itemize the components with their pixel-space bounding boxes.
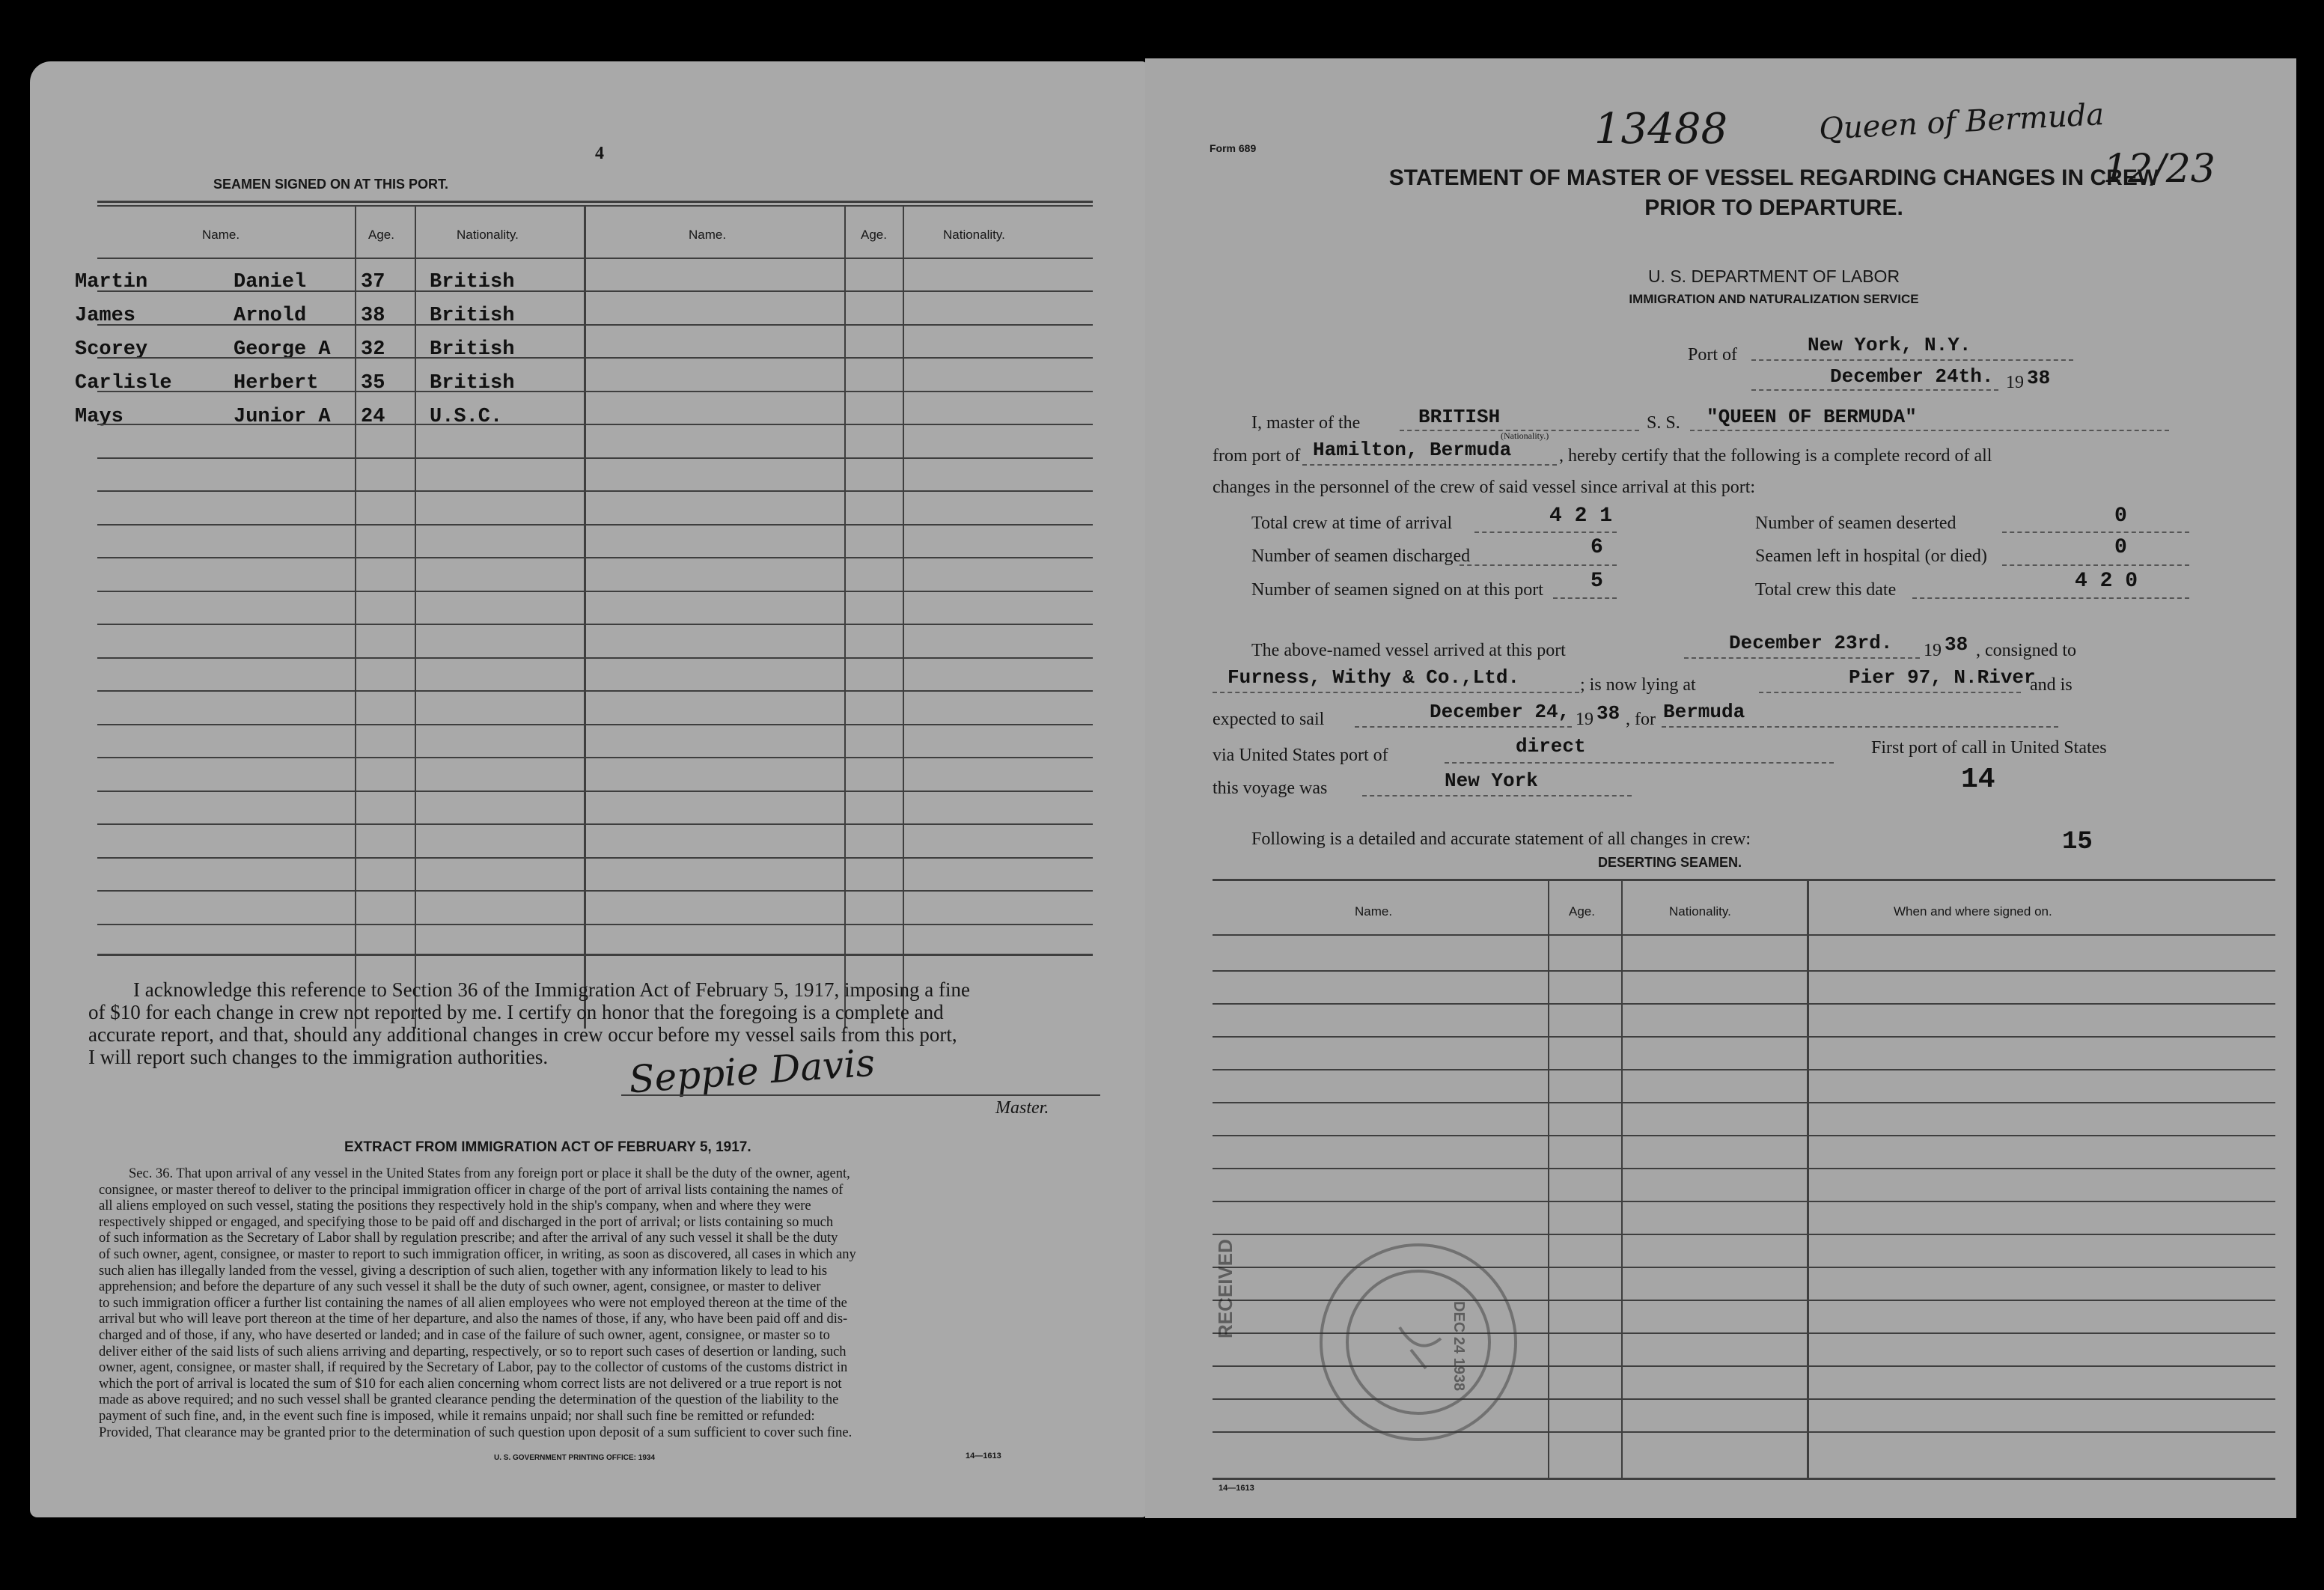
deserted-value: 0: [2114, 505, 2127, 528]
signed-on-value: 5: [1590, 570, 1603, 593]
acknowledgment-line: I acknowledge this reference to Section 36 of the Immigration Act of February 5, 1917, imposing a fine: [133, 978, 970, 1001]
row-rule: [97, 823, 1093, 825]
sail-underline: [1355, 726, 1572, 728]
handwritten-ship: Queen of Bermuda: [1818, 97, 2105, 147]
deserting-bottom-rule: [1213, 1478, 2275, 1480]
deserted-underline: [2002, 531, 2189, 533]
extract-line: arrival but who will leave port thereon at the time of her departure, and also the names of those, if any, who have been paid off and dis-: [99, 1312, 848, 1327]
column-divider: [355, 205, 356, 1029]
header-name-2: Name.: [689, 228, 727, 242]
via-value: direct: [1516, 735, 1586, 758]
extract-line: to such immigration officer a further list containing the names of all alien employees who were not employed thereon at the time of the: [99, 1295, 847, 1311]
row-surname: Carlisle: [75, 372, 172, 395]
via-underline: [1445, 762, 1834, 764]
hospital-label: Seamen left in hospital (or died): [1755, 546, 1987, 566]
acknowledgment-line: accurate report, and that, should any additional changes in crew occur before my vessel sails from this port,: [88, 1023, 957, 1046]
signed-on-underline: [1553, 597, 1617, 599]
column-divider: [903, 205, 904, 1029]
row-rule: [1213, 1069, 2275, 1070]
total-date-underline: [1912, 597, 2189, 599]
date-underline: [1751, 389, 1998, 391]
column-divider: [1548, 879, 1549, 1478]
consignee-value: Furness, Withy & Co.,Ltd.: [1227, 666, 1520, 689]
right-form-code: 14—1613: [1219, 1484, 1254, 1493]
from-port-underline: [1302, 464, 1557, 466]
total-date-label: Total crew this date: [1755, 580, 1897, 600]
row-rule: [97, 524, 1093, 526]
row-rule: [97, 557, 1093, 558]
department: U. S. DEPARTMENT OF LABOR: [1647, 266, 1900, 286]
for-label: , for: [1626, 710, 1656, 729]
sail-year-prefix: 19: [1576, 710, 1593, 729]
row-rule: [97, 924, 1093, 925]
row-rule: [97, 791, 1093, 792]
following-text: Following is a detailed and accurate statement of all changes in crew:: [1251, 829, 1751, 849]
acknowledgment-line: of $10 for each change in crew not reported by me. I certify on honor that the foregoing is a complete and: [88, 1001, 944, 1023]
row-nationality: British: [430, 372, 515, 395]
master-signature: Seppie Davis: [627, 1041, 876, 1102]
stamp-date-text: DEC 24 1938: [1451, 1301, 1467, 1392]
column-divider: [1807, 879, 1809, 1478]
arrived-label: The above-named vessel arrived at this port: [1251, 641, 1566, 660]
received-stamp: [1227, 1207, 1527, 1455]
row-surname: Martin: [75, 271, 148, 293]
handwritten-number: 13488: [1594, 105, 1728, 153]
row-rule: [97, 890, 1093, 892]
form-title: [1235, 163, 2313, 223]
consignee-underline: [1213, 692, 1579, 693]
extract-body: [99, 1166, 1109, 1441]
row-rule: [1213, 1135, 2275, 1136]
number-15: 15: [2062, 828, 2093, 856]
expected-label: expected to sail: [1213, 710, 1325, 729]
extract-line: of such information as the Secretary of Labor shall by regulation prescribe; and after the arrival of any such vessel it shall be the duty: [99, 1231, 838, 1246]
row-rule: [97, 290, 1093, 292]
nationality-value: BRITISH: [1418, 406, 1501, 428]
extract-title: EXTRACT FROM IMMIGRATION ACT OF FEBRUARY 5, 1917.: [344, 1139, 751, 1155]
row-age: 35: [361, 372, 385, 395]
row-rule: [1213, 1102, 2275, 1103]
discharged-underline: [1460, 564, 1617, 566]
form-code: 14—1613: [966, 1452, 1001, 1460]
extract-line: Sec. 36. That upon arrival of any vessel in the United States from any foreign port or place it shall be the duty of the owner, agent,: [129, 1166, 850, 1181]
right-page: [1145, 58, 2296, 1518]
discharged-value: 6: [1590, 536, 1603, 559]
extract-line: payment of such fine, and, in the event such fine is imposed, while it remains unpaid; nor shall such fine be remitted or refunded:: [99, 1408, 815, 1424]
row-surname: James: [75, 305, 136, 327]
signed-on-label: Number of seamen signed on at this port: [1251, 580, 1543, 600]
form-number: Form 689: [1210, 142, 1257, 154]
row-rule: [1213, 1201, 2275, 1202]
page-number: 4: [595, 144, 604, 163]
row-surname: Scorey: [75, 338, 148, 361]
extract-line: apprehension; and before the departure of any such vessel it shall be the duty of such owner, agent, consignee, or master to deliver: [99, 1279, 821, 1295]
row-rule: [1213, 970, 2275, 972]
extract-line: of such owner, agent, consignee, or master to report to such immigration officer, in writing, as soon as discovered, all cases in which any: [99, 1246, 856, 1262]
total-arrival-underline: [1474, 531, 1617, 533]
header-age: Age.: [368, 228, 394, 242]
row-given-name: George A: [234, 338, 331, 361]
extract-line: Provided, That clearance may be granted prior to the determination of such question upon deposit of a sum sufficient to cover such fine.: [99, 1425, 853, 1440]
row-rule: [1213, 1003, 2275, 1005]
first-port-label: First port of call in United States: [1871, 738, 2107, 758]
ship-value: "QUEEN OF BERMUDA": [1707, 406, 1917, 428]
deserting-header-signed-on: When and where signed on.: [1894, 904, 2052, 919]
table-top-rule: [97, 201, 1093, 203]
row-given-name: Junior A: [234, 406, 331, 428]
row-age: 38: [361, 305, 385, 327]
total-date-value: 4 2 0: [2075, 570, 2138, 593]
row-rule: [97, 457, 1093, 459]
row-rule: [97, 324, 1093, 326]
deserting-header-rule: [1213, 934, 2275, 936]
extract-line: made as above required; and no such vessel shall be granted clearance pending the determination of the question of the liability to the: [99, 1392, 839, 1408]
title-line: PRIOR TO DEPARTURE.: [1644, 195, 1903, 220]
row-nationality: U.S.C.: [430, 406, 503, 428]
row-rule: [1213, 1036, 2275, 1038]
handwritten-date: 12/23: [2103, 147, 2215, 192]
via-label: via United States port of: [1213, 746, 1388, 765]
row-given-name: Arnold: [234, 305, 307, 327]
certify-text: , hereby certify that the following is a complete record of all: [1559, 446, 1992, 466]
deserting-title: DESERTING SEAMEN.: [1598, 855, 1742, 870]
row-nationality: British: [430, 305, 515, 327]
arrived-underline: [1684, 657, 1920, 659]
title-line: STATEMENT OF MASTER OF VESSEL REGARDING CHANGES IN CREW: [1388, 165, 2159, 190]
column-divider: [1621, 879, 1623, 1478]
extract-line: such alien has illegally landed from the vessel, giving a description of such alien, together with any information likely to lead to his: [99, 1263, 828, 1279]
arrived-value: December 23rd.: [1729, 632, 1893, 654]
port-underline: [1751, 359, 2073, 361]
row-rule: [97, 357, 1093, 359]
row-age: 32: [361, 338, 385, 361]
date-value: December 24th.: [1830, 365, 1994, 388]
total-arrival-value: 4 2 1: [1549, 505, 1613, 528]
header-name: Name.: [202, 228, 240, 242]
header-nationality: Nationality.: [457, 228, 519, 242]
row-rule: [97, 424, 1093, 425]
row-rule: [97, 857, 1093, 859]
and-is-label: and is: [2030, 675, 2073, 695]
left-page: [30, 61, 1147, 1517]
discharged-label: Number of seamen discharged: [1251, 546, 1471, 566]
ss-label: S. S.: [1647, 413, 1680, 433]
row-rule: [97, 690, 1093, 692]
row-given-name: Daniel: [234, 271, 307, 293]
row-rule: [1213, 1168, 2275, 1169]
destination-underline: [1662, 726, 2058, 728]
master-label: Master.: [995, 1098, 1049, 1118]
voyage-label: this voyage was: [1213, 779, 1328, 798]
consigned-label: , consigned to: [1976, 641, 2076, 660]
ship-underline: [1690, 430, 2169, 431]
nationality-caption: (Nationality.): [1501, 430, 1549, 441]
port-value: New York, N.Y.: [1808, 334, 1971, 356]
deserting-header-name: Name.: [1355, 904, 1393, 919]
acknowledgment-line: I will report such changes to the immigration authorities.: [88, 1046, 549, 1068]
deserting-top-rule: [1213, 879, 2275, 881]
sail-value: December 24,: [1430, 701, 1570, 723]
extract-line: deliver either of the said lists of such aliens arriving and departing, respectively, or so to report such cases of desertion or landing, such: [99, 1344, 847, 1359]
changes-text: changes in the personnel of the crew of said vessel since arrival at this port:: [1213, 478, 1756, 497]
deserting-header-nationality: Nationality.: [1669, 904, 1731, 919]
table-header-rule: [97, 258, 1093, 259]
arrived-year-prefix: 19: [1924, 641, 1942, 660]
column-divider: [844, 205, 846, 1029]
stamp-received-text: RECEIVED: [1214, 1239, 1236, 1338]
column-divider: [415, 205, 416, 1029]
from-port-label: from port of: [1213, 446, 1301, 466]
table-top-rule-2: [97, 205, 1093, 207]
row-surname: Mays: [75, 406, 123, 428]
table-bottom-rule: [97, 954, 1093, 956]
extract-line: all aliens employed on such vessel, stating the positions they respectively hold in the ship's company, when and where they were: [99, 1198, 811, 1214]
extract-line: owner, agent, consignee, or master shall, if required by the Secretary of Labor, pay to the collector of customs of the customs district in: [99, 1360, 848, 1376]
extract-line: which the port of arrival is located the sum of $10 for each alien concerning whom correct lists are not delivered or a true report is not: [99, 1376, 842, 1392]
extract-line: consignee, or master thereof to deliver to the principal immigration officer in charge of the port of arrival lists containing the names of: [99, 1182, 844, 1198]
row-rule: [97, 624, 1093, 625]
row-rule: [97, 391, 1093, 392]
pier-value: Pier 97, N.River: [1849, 666, 2036, 689]
section-title: SEAMEN SIGNED ON AT THIS PORT.: [213, 177, 449, 192]
header-nationality-2: Nationality.: [943, 228, 1005, 242]
row-rule: [97, 657, 1093, 659]
deserting-header-age: Age.: [1569, 904, 1595, 919]
hospital-underline: [2002, 564, 2189, 566]
voyage-value: New York: [1445, 770, 1538, 792]
row-age: 37: [361, 271, 385, 293]
total-arrival-label: Total crew at time of arrival: [1251, 514, 1453, 533]
pier-underline: [1759, 692, 2021, 693]
year-value: 38: [2027, 367, 2051, 389]
from-port-value: Hamilton, Bermuda: [1313, 439, 1512, 461]
signature-line: [621, 1094, 1100, 1096]
destination-value: Bermuda: [1663, 701, 1745, 723]
voyage-underline: [1362, 795, 1632, 796]
header-age-2: Age.: [861, 228, 887, 242]
master-of-label: I, master of the: [1251, 413, 1361, 433]
row-given-name: Herbert: [234, 372, 319, 395]
deserted-label: Number of seamen deserted: [1755, 514, 1957, 533]
year-prefix: 19: [2006, 373, 2024, 392]
port-label: Port of: [1688, 345, 1737, 365]
lying-label: ; is now lying at: [1580, 675, 1696, 695]
sail-year: 38: [1596, 702, 1620, 725]
row-nationality: British: [430, 338, 515, 361]
extract-line: respectively shipped or engaged, and specifying those to be paid off and discharged in the port of arrival; or lists containing so much: [99, 1214, 834, 1230]
arrived-year: 38: [1945, 633, 1968, 656]
extract-line: charged and of those, if any, who have deserted or landed; and in case of the failure of such owner, agent, consignee, or master so to: [99, 1327, 830, 1343]
service: IMMIGRATION AND NATURALIZATION SERVICE: [1629, 292, 1919, 306]
printing-office: U. S. GOVERNMENT PRINTING OFFICE: 1934: [494, 1454, 656, 1462]
row-rule: [97, 490, 1093, 492]
hospital-value: 0: [2114, 536, 2127, 559]
row-rule: [97, 757, 1093, 758]
row-rule: [97, 724, 1093, 725]
column-divider: [584, 205, 586, 1029]
number-14: 14: [1961, 764, 1995, 796]
row-nationality: British: [430, 271, 515, 293]
row-age: 24: [361, 406, 385, 428]
row-rule: [97, 591, 1093, 592]
